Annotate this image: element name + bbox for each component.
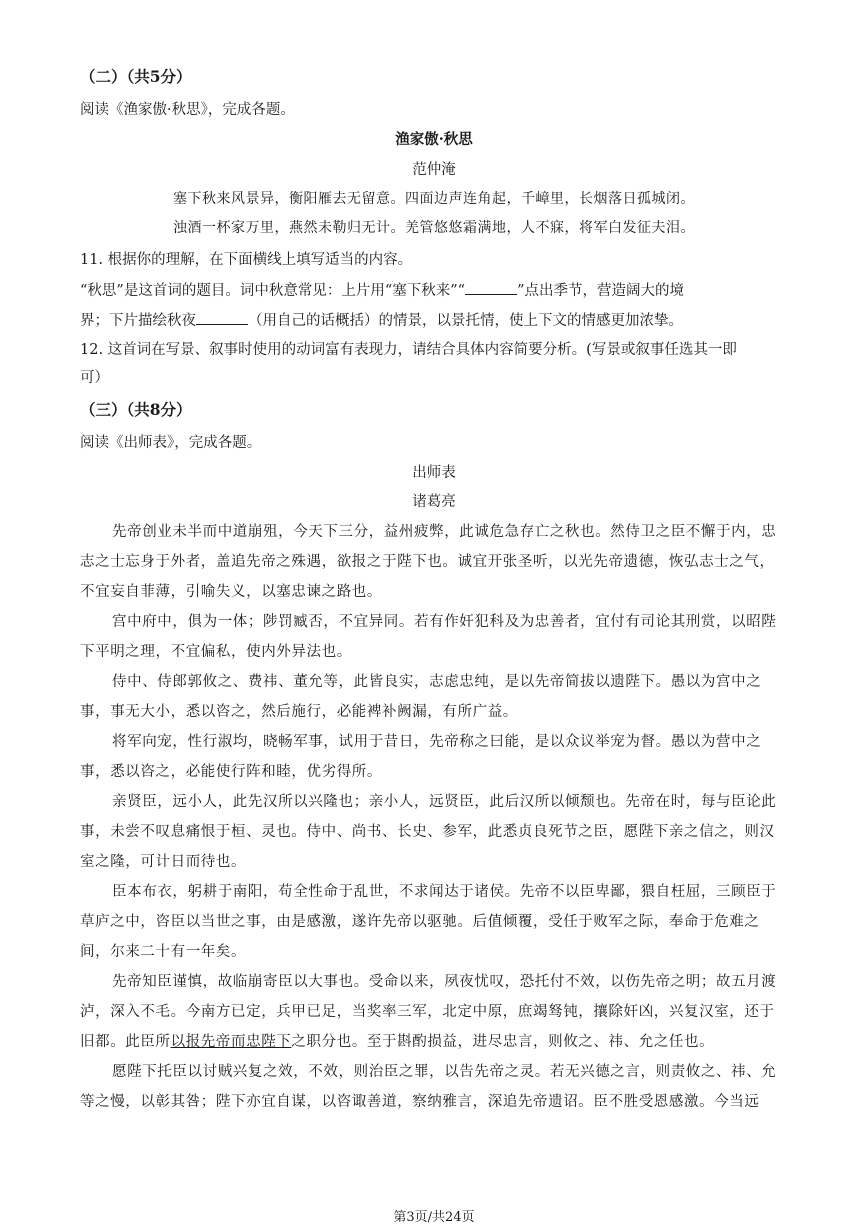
text-line: 亲贤臣，远小人，此先汉所以兴隆也；亲小人，远贤臣，此后汉所以倾颓也。先帝在时，每与臣论此 bbox=[112, 794, 777, 810]
answer-blank-2[interactable] bbox=[196, 310, 248, 325]
poem-line-1: 塞下秋来风景异，衡阳雁去无留意。四面边声连角起，千嶂里，长烟落日孤城闭。 bbox=[173, 191, 695, 207]
question-12-line-2: 可） bbox=[80, 370, 109, 386]
text-line-underlined bbox=[80, 1032, 790, 1052]
text-line: 先帝创业未半而中道崩殂，今天下三分，益州疲弊，此诚危急存亡之秋也。然侍卫之臣不懈于内，忠 bbox=[112, 524, 777, 540]
text-line: 愿陛下托臣以讨贼兴复之效，不效，则治臣之罪，以告先帝之灵。若无兴德之言，则责攸之、祎、允 bbox=[112, 1064, 777, 1080]
question-11-line-1 bbox=[80, 280, 684, 301]
text-line: 室之隆，可计日而待也。 bbox=[80, 854, 247, 870]
text-line: 臣本布衣，躬耕于南阳，苟全性命于乱世，不求闻达于诸侯。先帝不以臣卑鄙，猥自枉屈，三顾臣于 bbox=[112, 884, 777, 900]
text-line: 泸，深入不毛。今南方已定，兵甲已足，当奖率三军，北定中原，庶竭驽钝，攘除奸凶，兴复汉室，还于 bbox=[80, 1004, 775, 1020]
answer-blank-1[interactable] bbox=[465, 280, 517, 295]
text-segment: 旧都。此臣所 bbox=[80, 1034, 171, 1050]
question-11: 11. 根据你的理解，在下面横线上填写适当的内容。 bbox=[80, 252, 413, 268]
q11-text-c: 界；下片描绘秋夜 bbox=[80, 313, 196, 329]
text-line: 事，事无大小，悉以咨之，然后施行，必能裨补阙漏，有所广益。 bbox=[80, 704, 518, 720]
text-segment: 之职分也。至于斟酌损益，进尽忠言，则攸之、祎、允之任也。 bbox=[291, 1034, 715, 1050]
question-11-line-2 bbox=[80, 310, 683, 331]
section2-heading: （二）（共5分） bbox=[80, 67, 192, 86]
q11-text-d: （用自己的话概括）的情景，以景托情，使上下文的情感更加浓挚。 bbox=[248, 313, 683, 329]
text-title: 出师表 bbox=[412, 465, 456, 481]
text-line: 侍中、侍郎郭攸之、费祎、董允等，此皆良实，志虑忠纯，是以先帝简拔以遗陛下。愚以为宫中之 bbox=[112, 674, 762, 690]
text-line: 下平明之理，不宜偏私，使内外异法也。 bbox=[80, 644, 352, 660]
poem-author: 范仲淹 bbox=[412, 162, 456, 178]
text-line: 草庐之中，咨臣以当世之事，由是感激，遂许先帝以驱驰。后值倾覆，受任于败军之际，奉命于危难之 bbox=[80, 914, 760, 930]
text-author: 诸葛亮 bbox=[412, 494, 456, 510]
text-line: 先帝知臣谨慎，故临崩寄臣以大事也。受命以来，夙夜忧叹，恐托付不效，以伤先帝之明；故五月渡 bbox=[112, 974, 777, 990]
text-line: 间，尔来二十有一年矣。 bbox=[80, 944, 247, 960]
text-line: 事，未尝不叹息痛恨于桓、灵也。侍中、尚书、长史、参军，此悉贞良死节之臣，愿陛下亲之信之，则汉 bbox=[80, 824, 775, 840]
poem-title: 渔家傲·秋思 bbox=[395, 131, 473, 148]
q11-text-a: “秋思”是这首词的题目。词中秋意常见：上片用“塞下秋来”“ bbox=[80, 283, 466, 299]
section3-intro: 阅读《出师表》，完成各题。 bbox=[80, 435, 262, 451]
text-line: 不宜妄自菲薄，引喻失义，以塞忠谏之路也。 bbox=[80, 584, 382, 600]
text-line: 志之士忘身于外者，盖追先帝之殊遇，欲报之于陛下也。诚宜开张圣听，以光先帝遗德，恢弘志士之气， bbox=[80, 554, 775, 570]
section3-heading: （三）（共8分） bbox=[80, 400, 192, 419]
section2-intro: 阅读《渔家傲·秋思》，完成各题。 bbox=[80, 102, 295, 118]
underlined-phrase: 以报先帝而忠陛下 bbox=[170, 1034, 292, 1050]
poem-line-2: 浊酒一杯家万里，燕然未勒归无计。羌管悠悠霜满地，人不寐，将军白发征夫泪。 bbox=[173, 220, 695, 236]
text-line: 将军向宠，性行淑均，晓畅军事，试用于昔日，先帝称之曰能，是以众议举宠为督。愚以为营中之 bbox=[112, 734, 762, 750]
page-footer: 第3页/共24页 bbox=[393, 1210, 475, 1225]
text-line: 宫中府中，俱为一体；陟罚臧否，不宜异同。若有作奸犯科及为忠善者，宜付有司论其刑赏，以昭陛 bbox=[112, 614, 777, 630]
text-line: 等之慢，以彰其咎；陛下亦宜自谋，以咨诹善道，察纳雅言，深追先帝遗诏。臣不胜受恩感激。今当远 bbox=[80, 1094, 760, 1110]
q11-text-b: ”点出季节，营造阔大的境 bbox=[517, 283, 684, 299]
text-line: 事，悉以咨之，必能使行阵和睦，优劣得所。 bbox=[80, 764, 382, 780]
question-12-line-1: 12. 这首词在写景、叙事时使用的动词富有表现力，请结合具体内容简要分析。(写景或叙事任选其一即 bbox=[80, 342, 737, 358]
